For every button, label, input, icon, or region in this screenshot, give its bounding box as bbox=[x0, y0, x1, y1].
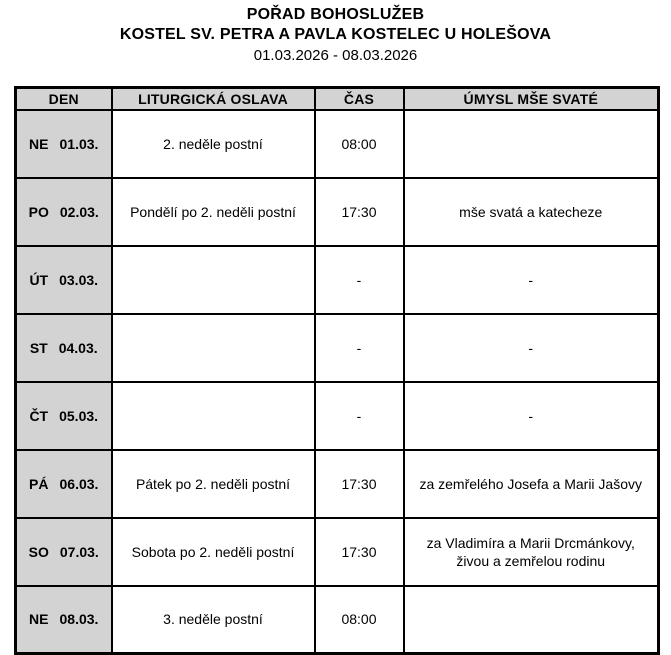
table-row-pa-0603 bbox=[16, 450, 659, 518]
time-cell: 08:00 bbox=[315, 110, 404, 178]
day-abbr: PO bbox=[28, 203, 49, 220]
intention-text: za Vladimíra a Marii Drcmánkovy, živou a zemřelou rodinu bbox=[426, 534, 635, 569]
day-abbr: SO bbox=[28, 543, 49, 560]
day-date: 05.03. bbox=[59, 407, 99, 424]
column-header-time: ČAS bbox=[315, 88, 404, 110]
table-row-so-0703 bbox=[16, 518, 659, 586]
time-cell: - bbox=[315, 382, 404, 450]
day-abbr: ČT bbox=[29, 407, 49, 424]
celebration-cell bbox=[112, 314, 315, 382]
celebration-cell bbox=[112, 382, 315, 450]
day-date: 02.03. bbox=[59, 203, 99, 220]
intention-text: - bbox=[528, 407, 534, 424]
table-row-ct-0503 bbox=[16, 382, 659, 450]
day-date: 04.03. bbox=[58, 339, 98, 356]
celebration-cell: Pondělí po 2. neděli postní bbox=[112, 178, 315, 246]
day-abbr: ST bbox=[29, 339, 48, 356]
intention-cell bbox=[404, 586, 659, 654]
intention-cell bbox=[404, 314, 659, 382]
day-abbr: PÁ bbox=[29, 475, 49, 492]
table-row-st-0403 bbox=[16, 314, 659, 382]
time-cell: 17:30 bbox=[315, 518, 404, 586]
day-cell bbox=[16, 518, 112, 586]
celebration-cell: Sobota po 2. neděli postní bbox=[112, 518, 315, 586]
day-date: 03.03. bbox=[59, 271, 99, 288]
column-header-day: DEN bbox=[16, 88, 112, 110]
celebration-cell: Pátek po 2. neděli postní bbox=[112, 450, 315, 518]
intention-cell bbox=[404, 246, 659, 314]
time-cell: 17:30 bbox=[315, 178, 404, 246]
day-date: 07.03. bbox=[59, 543, 99, 560]
time-cell: - bbox=[315, 314, 404, 382]
day-cell bbox=[16, 110, 112, 178]
day-abbr: NE bbox=[29, 135, 49, 152]
intention-cell bbox=[404, 382, 659, 450]
intention-cell bbox=[404, 518, 659, 586]
table-row-po-0203 bbox=[16, 178, 659, 246]
day-date: 01.03. bbox=[59, 135, 99, 152]
day-cell bbox=[16, 314, 112, 382]
intention-text: mše svatá a katecheze bbox=[459, 203, 603, 220]
day-cell bbox=[16, 450, 112, 518]
intention-cell bbox=[404, 450, 659, 518]
schedule-table bbox=[14, 86, 660, 655]
table-row-ne-0103 bbox=[16, 110, 659, 178]
day-abbr: NE bbox=[29, 611, 49, 628]
day-cell bbox=[16, 178, 112, 246]
document-header bbox=[0, 0, 671, 65]
celebration-cell: 2. neděle postní bbox=[112, 110, 315, 178]
celebration-cell bbox=[112, 246, 315, 314]
day-abbr: ÚT bbox=[29, 271, 49, 288]
time-cell: 08:00 bbox=[315, 586, 404, 654]
table-row-ne-0803 bbox=[16, 586, 659, 654]
church-name: KOSTEL SV. PETRA A PAVLA KOSTELEC U HOLEŠOVA bbox=[119, 26, 552, 43]
table-row-ut-0303 bbox=[16, 246, 659, 314]
time-cell: - bbox=[315, 246, 404, 314]
intention-cell bbox=[404, 110, 659, 178]
day-cell bbox=[16, 382, 112, 450]
time-cell: 17:30 bbox=[315, 450, 404, 518]
document-title: POŘAD BOHOSLUŽEB bbox=[246, 6, 425, 23]
date-range: 01.03.2026 - 08.03.2026 bbox=[253, 47, 418, 64]
schedule-table-body bbox=[16, 110, 659, 654]
intention-text: - bbox=[528, 271, 534, 288]
table-header-row bbox=[16, 88, 659, 110]
day-cell bbox=[16, 586, 112, 654]
intention-cell bbox=[404, 178, 659, 246]
intention-text: - bbox=[528, 339, 534, 356]
day-date: 08.03. bbox=[59, 611, 99, 628]
day-date: 06.03. bbox=[59, 475, 99, 492]
celebration-cell: 3. neděle postní bbox=[112, 586, 315, 654]
column-header-intention: ÚMYSL MŠE SVATÉ bbox=[404, 88, 659, 110]
column-header-celebration: LITURGICKÁ OSLAVA bbox=[112, 88, 315, 110]
intention-text: za zemřelého Josefa a Marii Jašovy bbox=[419, 475, 643, 492]
day-cell bbox=[16, 246, 112, 314]
